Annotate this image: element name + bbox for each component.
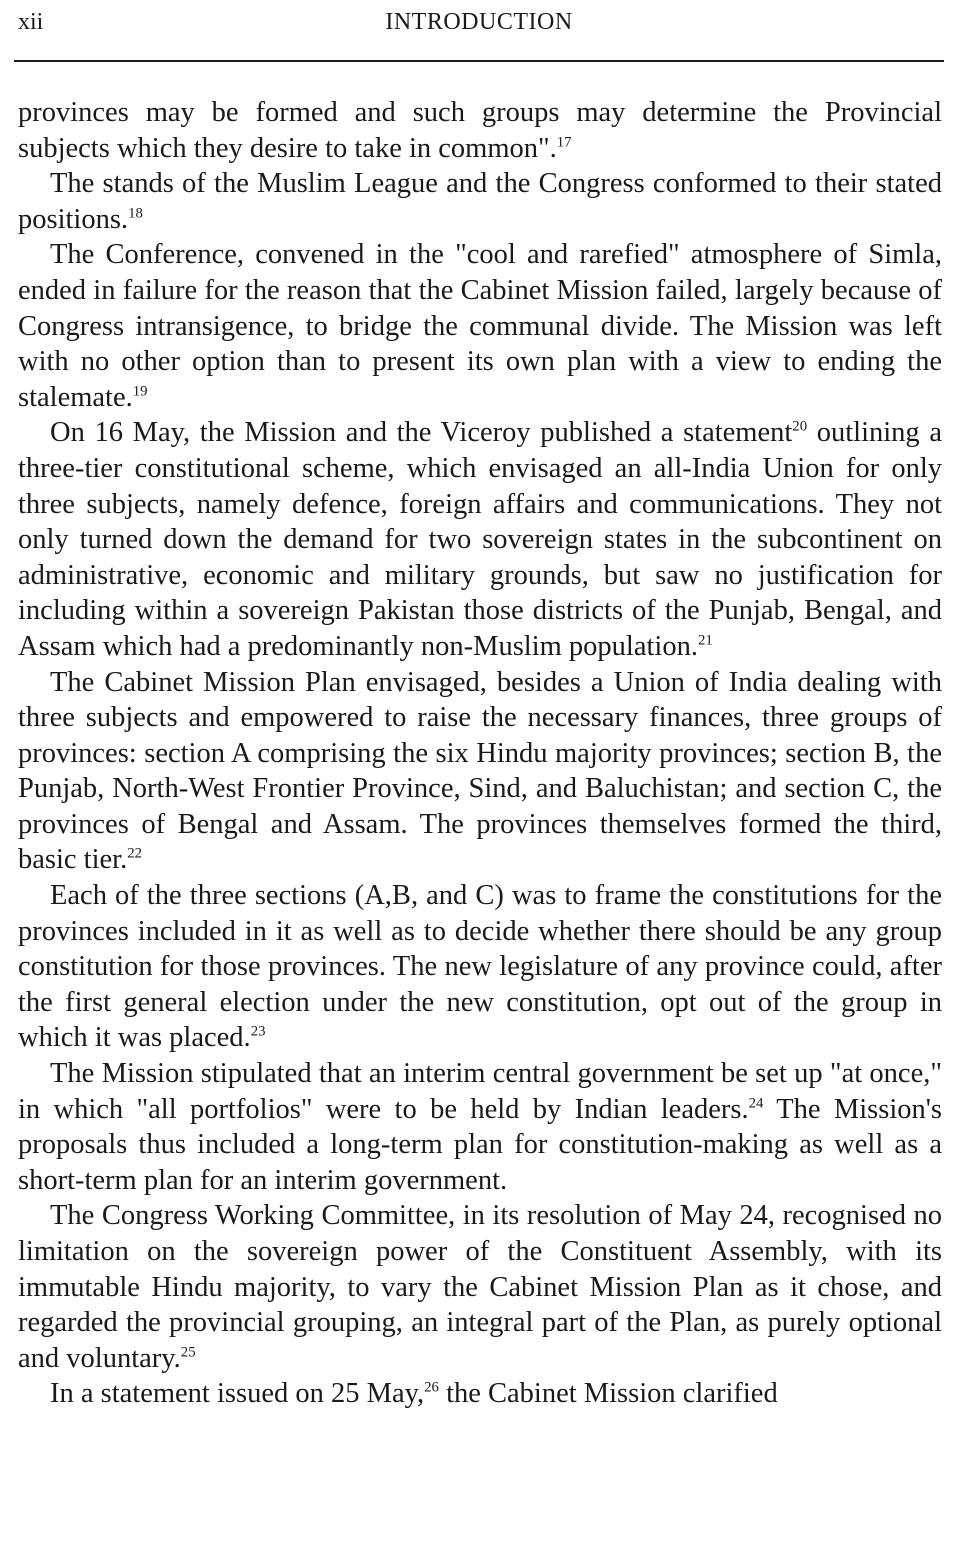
paragraph-text: The Mission's proposals thus included a long-term plan for constitution-making as well as a short-term plan for an interim government.: [18, 1093, 942, 1196]
paragraph-4: [18, 415, 942, 664]
paragraph-text: On 16 May, the Mission and the Viceroy published a statement: [50, 417, 793, 449]
paragraph-text: The Congress Working Committee, in its resolution of May 24, recognised no limitation on the sovereign power of the Constituent Assembly, with its immutable Hindu majority, to vary the Cabinet Mission Plan as it chose, and regarded the provincial grouping, an integral part of the Plan, as purely optional and voluntary.: [18, 1200, 942, 1374]
page-number: xii: [18, 9, 44, 35]
paragraph-text: provinces may be formed and such groups may determine the Provincial subjects which they desire to take in common".: [18, 97, 942, 164]
paragraph-text: The stands of the Muslim League and the Congress conformed to their stated positions.: [18, 168, 942, 235]
footnote-ref: 20: [792, 418, 808, 435]
footnote-ref: 23: [250, 1023, 266, 1040]
running-title: INTRODUCTION: [385, 9, 573, 35]
header-rule: [14, 60, 944, 62]
body-text: [18, 95, 942, 1412]
footnote-ref: 19: [132, 383, 148, 400]
footnote-ref: 17: [556, 133, 572, 150]
footnote-ref: 18: [128, 205, 143, 222]
paragraph-8: [18, 1198, 942, 1376]
paragraph-text: The Cabinet Mission Plan envisaged, besides a Union of India dealing with three subjects and empowered to raise the necessary finances, three groups of provinces: section A comprising the six Hindu majority provinces; section B, the Punjab, North-West Frontier Province, Sind, and Baluchistan; and section C, the provinces of Bengal and Assam. The provinces themselves formed the third, basic tier.: [18, 666, 942, 876]
running-head: [18, 6, 940, 42]
paragraph-text: The Conference, convened in the "cool and rarefied" atmosphere of Simla, ended in failure for the reason that the Cabinet Mission failed, largely because of Congress intransigence, to bridge the communal divide. The Mission was left with no other option than to present its own plan with a view to ending the stalemate.: [18, 239, 942, 413]
paragraph-7: [18, 1056, 942, 1198]
paragraph-text: Each of the three sections (A,B, and C) was to frame the constitutions for the provinces included in it as well as to decide whether there should be any group constitution for those provinces. The new legislature of any province could, after the first general election under the new constitution, opt out of the group in which it was placed.: [18, 880, 942, 1054]
footnote-ref: 22: [127, 845, 143, 862]
paragraph-text: In a statement issued on 25 May,: [50, 1378, 425, 1410]
paragraph-1: [18, 95, 942, 166]
paragraph-text: The Mission stipulated that an interim central government be set up "at once," in which "all portfolios" were to be held by Indian leaders.: [18, 1058, 942, 1125]
paragraph-text: the Cabinet Mission clarified: [438, 1378, 778, 1410]
paragraph-text: outlining a three-tier constitutional scheme, which envisaged an all-India Union for only three subjects, namely defence, foreign affairs and communications. They not only turned down the demand for two sovereign states in the subcontinent on administrative, economic and military grounds, but saw no justification for including within a sovereign Pakistan those districts of the Punjab, Bengal, and Assam which had a predominantly non-Muslim population.: [18, 417, 942, 662]
footnote-ref: 24: [748, 1094, 764, 1111]
paragraph-2: [18, 166, 942, 237]
footnote-ref: 25: [180, 1344, 196, 1361]
paragraph-3: [18, 237, 942, 415]
paragraph-9: [18, 1376, 942, 1412]
footnote-ref: 26: [424, 1379, 439, 1396]
paragraph-5: [18, 665, 942, 879]
paragraph-6: [18, 878, 942, 1056]
footnote-ref: 21: [697, 632, 713, 649]
